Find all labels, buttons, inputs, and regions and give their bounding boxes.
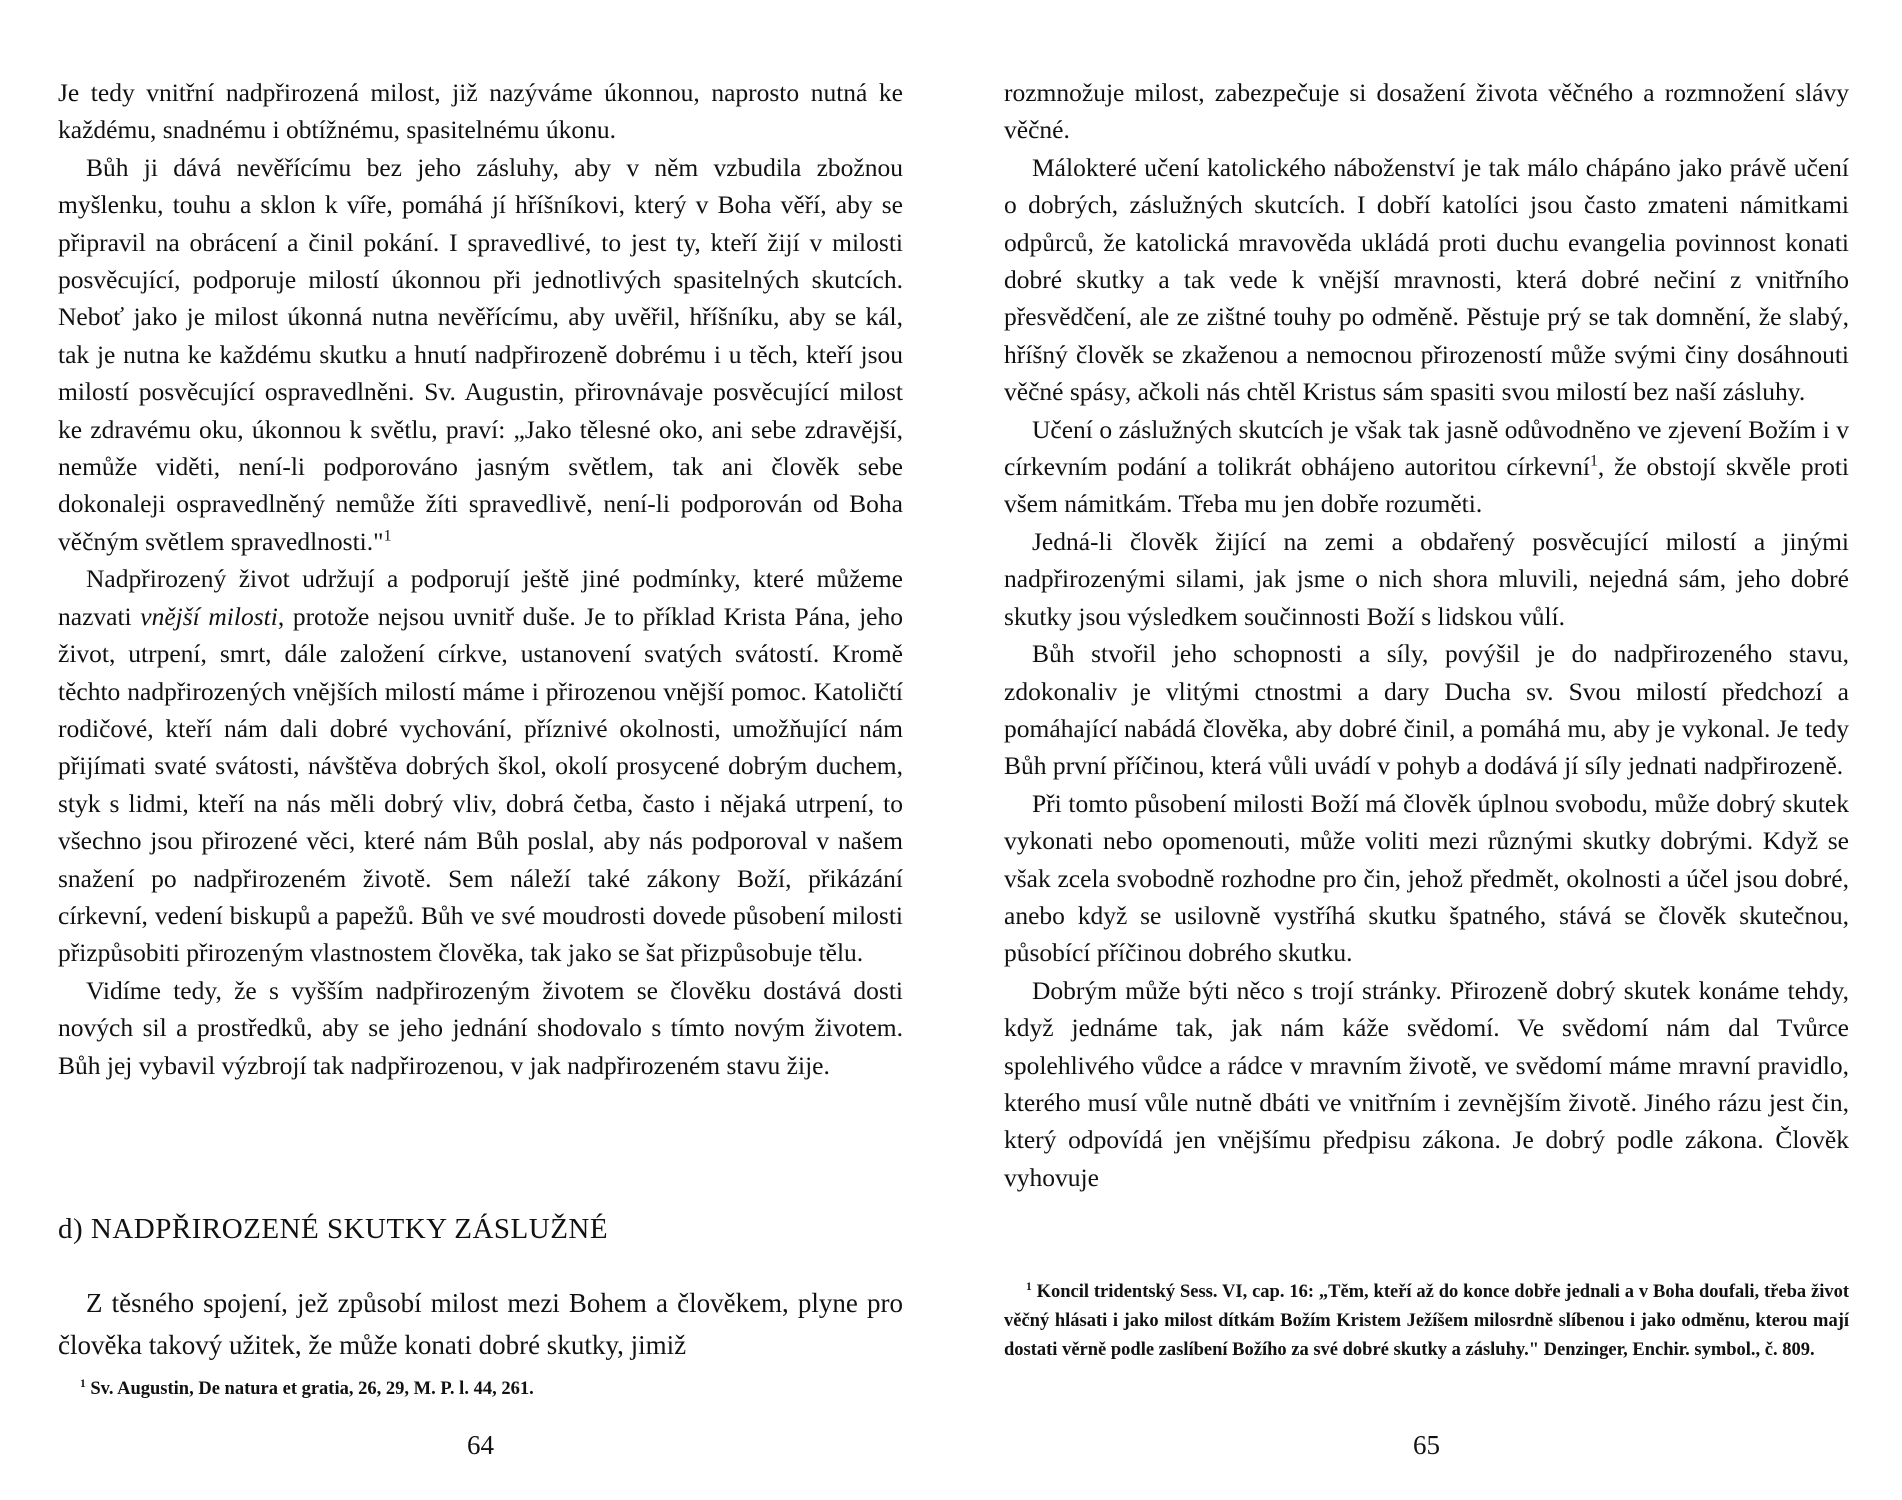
footnote-number: 1 xyxy=(1026,1280,1032,1293)
paragraph-text: Nadpřirozený život udržují a podporují ještě jiné podmínky, které můžeme nazvati xyxy=(58,564,903,631)
page-number: 65 xyxy=(1413,1430,1440,1460)
footnote xyxy=(58,1375,903,1404)
footnote-text: Koncil tridentský Sess. VI, cap. 16: „Těm, kteří až do konce dobře jednali a v Boha doufali, třeba život věčný hlásati i jako milost dítkám Božím Kristem Ježíšem milosrdně slíbenou i jako odměnu, kterou mají dostati věrně podle zaslíbení Božího za své dobré skutky a zásluhy." Denzinger, Enchir. symbol., č. 809. xyxy=(1004,1282,1850,1360)
section-heading: d) NADPŘIROZENÉ SKUTKY ZÁSLUŽNÉ xyxy=(58,1213,609,1245)
right-page-body xyxy=(1004,74,1849,1196)
paragraph: rozmnožuje milost, zabezpečuje si dosažení života věčného a rozmnožení slávy věčné. xyxy=(1004,78,1849,145)
paragraph: Je tedy vnitřní nadpřirozená milost, již nazýváme úkonnou, naprosto nutná ke každému, snadnému i obtížnému, spasitelnému úkonu. xyxy=(58,78,903,145)
paragraph: Vidíme tedy, že s vyšším nadpřirozeným životem se člověku dostává dosti nových sil a prostředků, aby se jeho jednání shodovalo s tímto novým životem. Bůh jej vybavil výzbrojí tak nadpřirozenou, v jak nadpřirozeném stavu žije. xyxy=(58,975,903,1080)
footnote-text: Sv. Augustin, De natura et gratia, 26, 29, M. P. l. 44, 261. xyxy=(90,1379,534,1399)
paragraph-text: , že obstojí skvěle proti všem námitkám. Třeba mu jen dobře rozuměti. xyxy=(1004,452,1849,519)
paragraph-text: Bůh ji dává nevěřícímu bez jeho zásluhy, aby v něm vzbudila zbožnou myšlenku, touhu a sklon k víře, pomáhá jí hříšníkovi, který v Boha věří, aby se připravil na obrácení a činil pokání. I spravedlivé, to jest ty, kteří žijí v milosti posvěcující, podporuje milostí úkonnou při jednotlivých spasitelných skutcích. Neboť jako je milost úkonná nutna nevěřícímu, aby uvěřil, hříšníku, aby se kál, tak je nutna ke každému skutku a hnutí nadpřirozeně dobrému i u těch, kteří jsou milostí posvěcující ospravedlněni. Sv. Augustin, přirovnávaje posvěcující milost ke zdravému oku, úkonnou k světlu, praví: „Jako tělesné oko, ani sebe zdravější, nemůže viděti, není-li podporováno jasným světlem, tak ani člověk sebe dokonaleji ospravedlněný nemůže žíti spravedlivě, není-li podporován od Boha věčným světlem spravedlnosti." xyxy=(58,152,903,556)
page-number: 64 xyxy=(467,1430,494,1460)
paragraph: Jedná-li člověk žijící na zemi a obdařený posvěcující milostí a jinými nadpřirozenými silami, jak jsme o nich shora mluvili, nejedná sám, jeho dobré skutky jsou výsledkem součinnosti Boží s lidskou vůlí. xyxy=(1004,526,1849,631)
right-page xyxy=(1004,0,1849,1500)
footnote-marker: 1 xyxy=(383,527,392,545)
paragraph-text: , protože nejsou uvnitř duše. Je to příklad Krista Pána, jeho život, utrpení, smrt, dále založení církve, ustanovení svatých svátostí. Kromě těchto nadpřirozených vnějších milostí máme i přirozenou vnější pomoc. Katoličtí rodičové, kteří nám dali dobré vychování, příznivé okolnosti, umožňující nám přijímati svaté svátosti, návštěva dobrých škol, okolí prosycené dobrým duchem, styk s lidmi, kteří na nás měli dobrý vliv, dobrá četba, často i nějaká utrpení, to všechno jsou přirozené věci, které nám Bůh poslal, aby nás podporoval v našem snažení po nadpřirozeném životě. Sem náleží také zákony Boží, přikázání církevní, vedení biskupů a papežů. Bůh ve své moudrosti dovede působení milosti přizpůsobiti přirozeným vlastnostem člověka, tak jako se šat přizpůsobuje tělu. xyxy=(58,601,904,968)
paragraph xyxy=(1004,411,1849,523)
footnote-number: 1 xyxy=(80,1377,86,1390)
left-page xyxy=(58,0,903,1500)
section-intro xyxy=(58,1282,903,1366)
left-page-body xyxy=(58,74,903,1084)
paragraph: Málokteré učení katolického náboženství je tak málo chápáno jako právě učení o dobrých, záslužných skutcích. I dobří katolíci jsou často zmateni námitkami odpůrců, že katolická mravověda ukládá proti duchu evangelia povinnost konati dobré skutky a tak vede k vnější mravnosti, která dobré nečiní z vnitřního přesvědčení, ale ze zištné touhy po odměně. Pěstuje prý se tak domnění, že slabý, hříšný člověk se zkaženou a nemocnou přirozeností může svými činy dosáhnouti věčné spásy, ačkoli nás chtěl Kristus sám spasiti svou milostí bez naší zásluhy. xyxy=(1004,152,1849,407)
paragraph: Z těsného spojení, jež způsobí milost mezi Bohem a člověkem, plyne pro člověka takový užitek, že může konati dobré skutky, jimiž xyxy=(58,1288,903,1360)
paragraph: Při tomto působení milosti Boží má člověk úplnou svobodu, může dobrý skutek vykonati nebo opomenouti, může voliti mezi různými skutky dobrými. Když se však zcela svobodně rozhodne pro čin, jehož předmět, okolnosti a účel jsou dobré, anebo když se usilovně vystříhá skutku špatného, stává se člověk skutečnou, působící příčinou dobrého skutku. xyxy=(1004,788,1849,968)
italic-term: vnější milosti xyxy=(140,601,278,631)
footnote xyxy=(1004,1278,1849,1365)
paragraph xyxy=(58,149,903,560)
footnote-marker: 1 xyxy=(1589,452,1598,470)
paragraph xyxy=(58,560,903,971)
paragraph-text: Učení o záslužných skutcích je však tak jasně odůvodněno ve zjevení Božím i v církevním podání a tolikrát obhájeno autoritou církevní xyxy=(1004,414,1849,482)
paragraph: Dobrým může býti něco s trojí stránky. Přirozeně dobrý skutek konáme tehdy, když jednáme tak, jak nám káže svědomí. Ve svědomí nám dal Tvůrce spolehlivého vůdce a rádce v mravním životě, ve svědomí máme mravní pravidlo, kterého musí vůle nutně dbáti ve vnitřním i zevnějším životě. Jiného rázu jest čin, který odpovídá jen vnějšímu předpisu zákona. Je dobrý podle zákona. Člověk vyhovuje xyxy=(1004,975,1849,1192)
paragraph: Bůh stvořil jeho schopnosti a síly, povýšil je do nadpřirozeného stavu, zdokonaliv je vlitými ctnostmi a dary Ducha sv. Svou milostí předchozí a pomáhající nabádá člověka, aby dobré činil, a pomáhá mu, aby je vykonal. Je tedy Bůh první příčinou, která vůli uvádí v pohyb a dodává jí síly jednati nadpřirozeně. xyxy=(1004,639,1849,781)
